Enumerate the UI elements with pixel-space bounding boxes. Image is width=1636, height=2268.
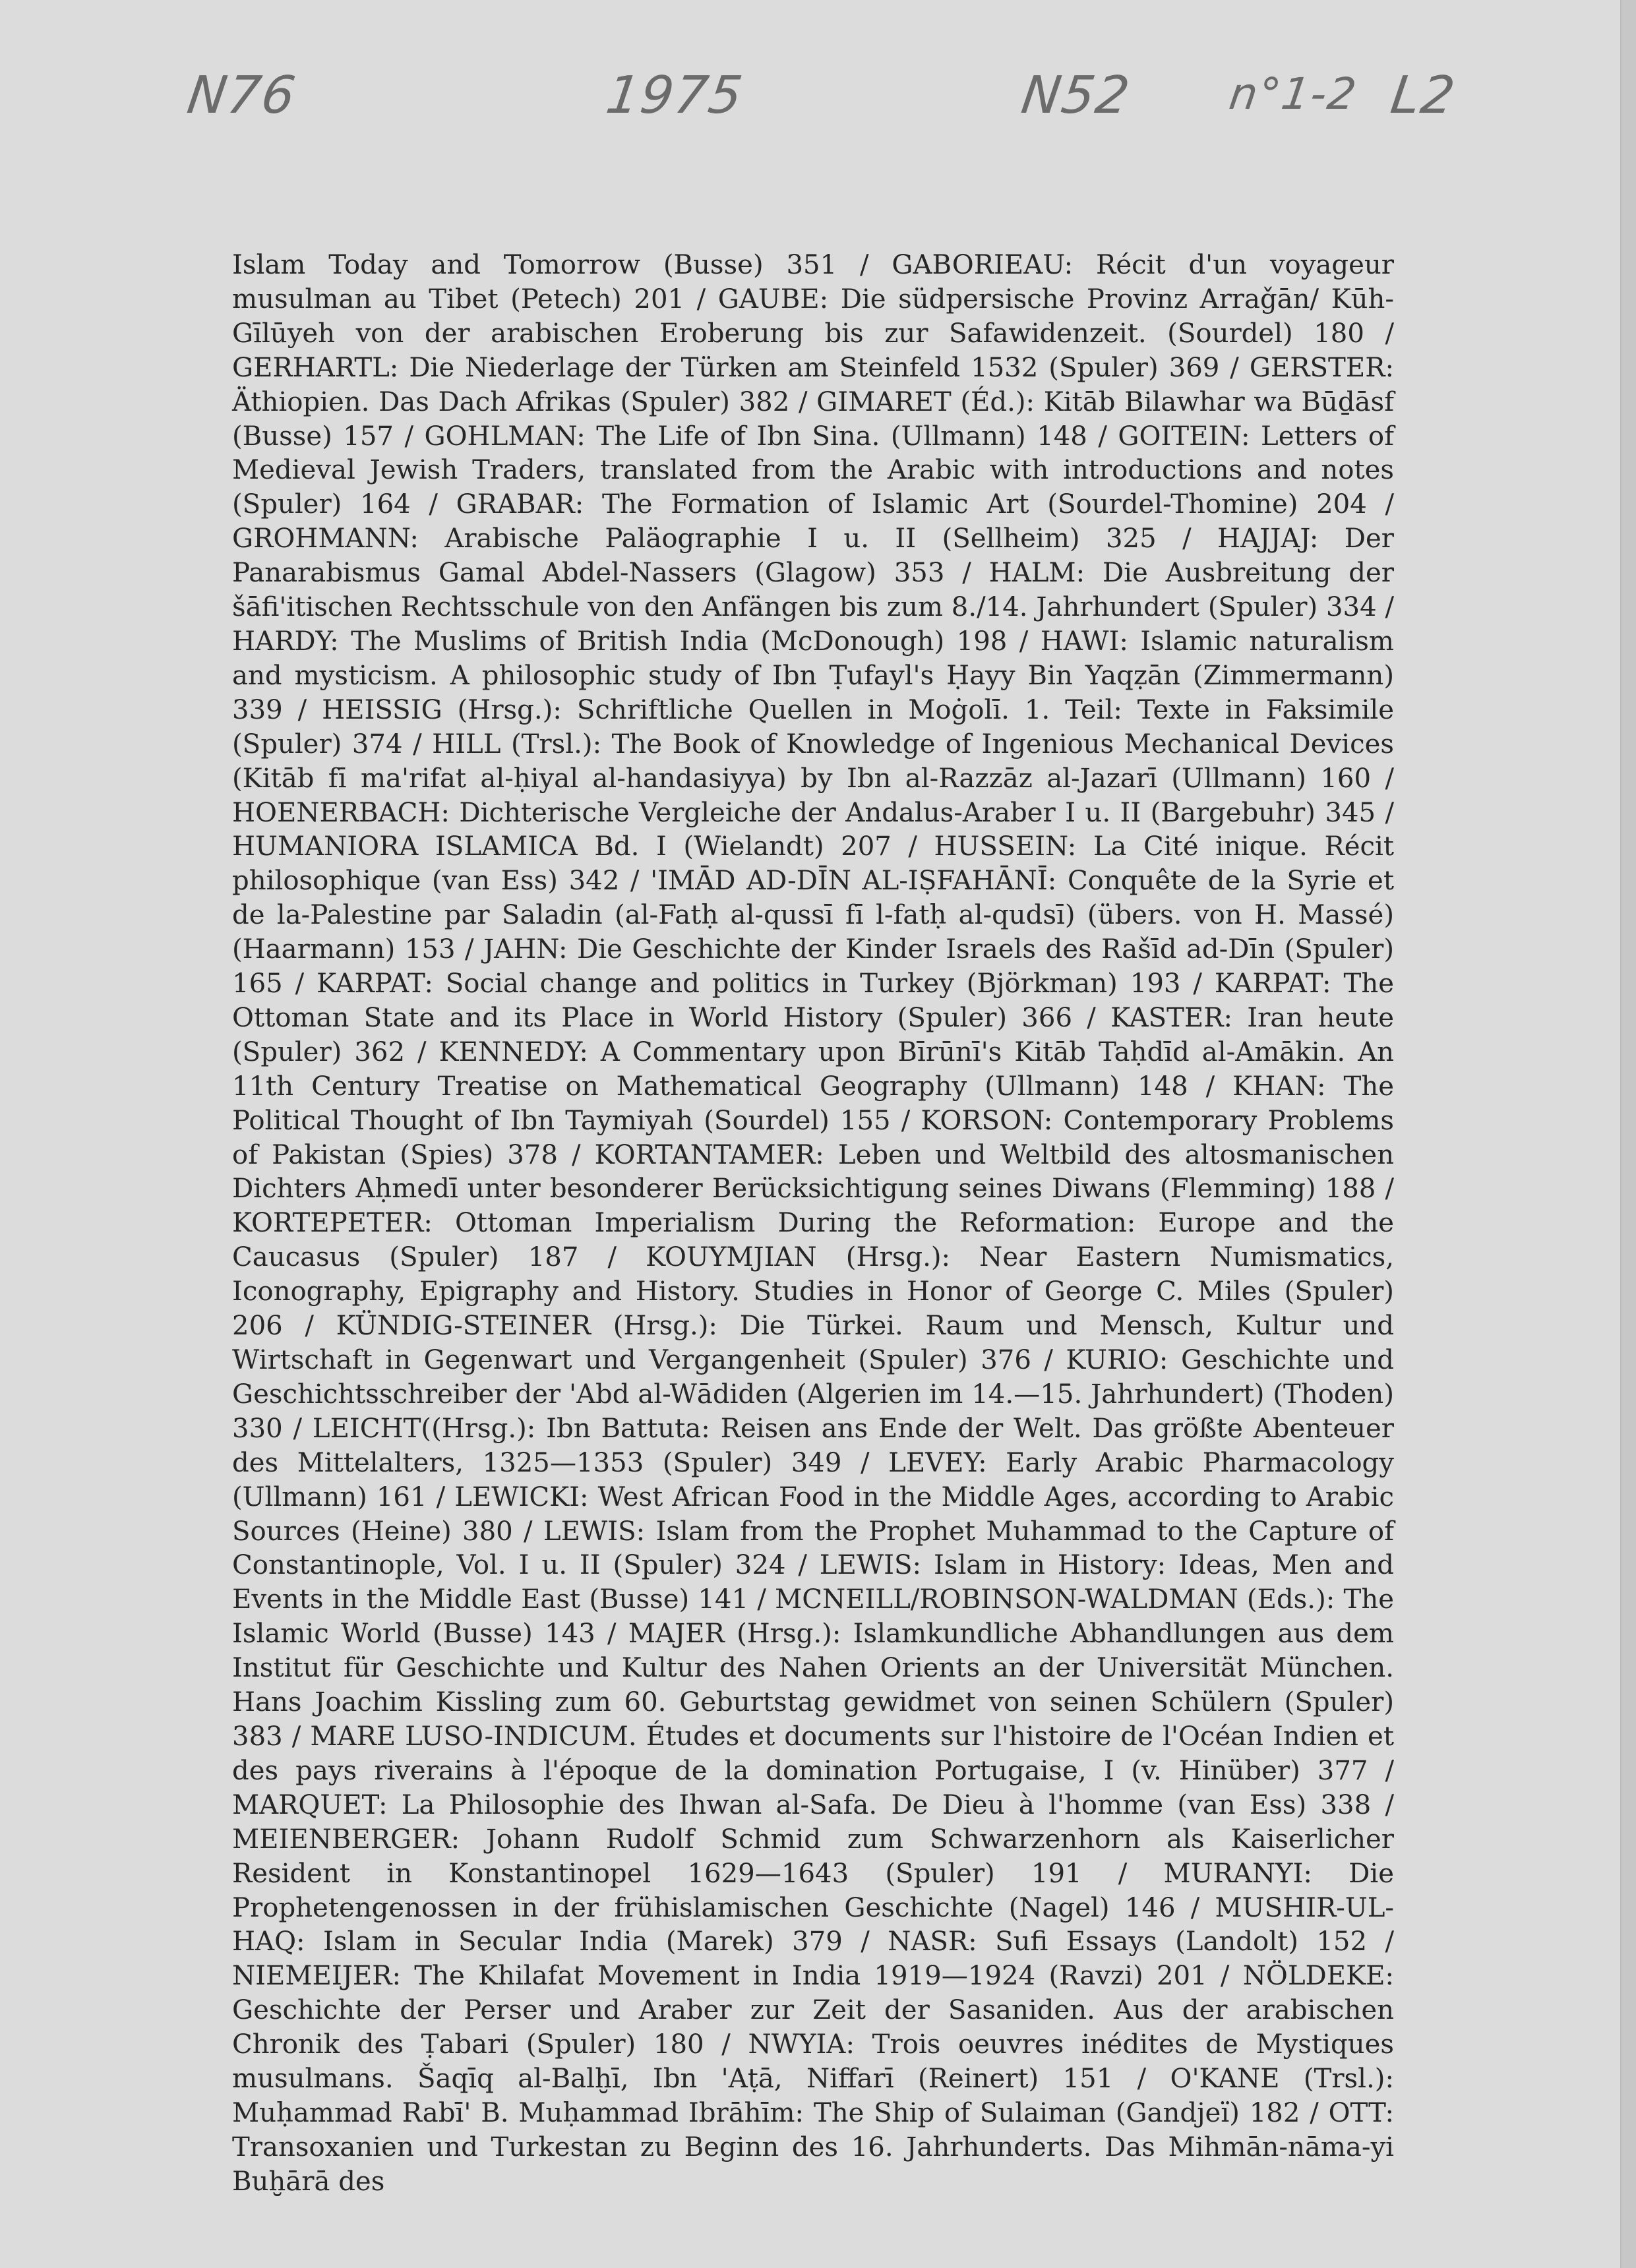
page-edge xyxy=(1620,0,1636,2268)
handwritten-notes xyxy=(0,66,1636,138)
handwritten-location: L2 xyxy=(1387,66,1460,125)
handwritten-year: 1975 xyxy=(602,66,747,125)
index-paragraph: Islam Today and Tomorrow (Busse) 351 / GABORIEAU: Récit d'un voyageur musulman au Tibet (Petech) 201 / GAUBE: Die südpersische Provinz Arraǧān/ Kūh-Gīlūyeh von der arabischen Eroberung bis zur Safawidenzeit. (Sourdel) 180 / GERHARTL: Die Niederlage der Türken am Steinfeld 1532 (Spuler) 369 / GERSTER: Äthiopien. Das Dach Afrikas (Spuler) 382 / GIMARET (Éd.): Kitāb Bilawhar wa Būḏāsf (Busse) 157 / GOHLMAN: The Life of Ibn Sina. (Ullmann) 148 / GOITEIN: Letters of Medieval Jewish Traders, translated from the Arabic with introductions and notes (Spuler) 164 / GRABAR: The Formation of Islamic Art (Sourdel-Thomine) 204 / GROHMANN: Arabische Paläographie I u. II (Sellheim) 325 / HAJJAJ: Der Panarabismus Gamal Abdel-Nassers (Glagow) 353 / HALM: Die Ausbreitung der šāfi'itischen Rechtsschule von den Anfängen bis zum 8./14. Jahrhundert (Spuler) 334 / HARDY: The Muslims of British India (McDonough) 198 / HAWI: Islamic naturalism and mysticism. A philosophic study of Ibn Ṭufayl's Ḥayy Bin Yaqẓān (Zimmermann) 339 / HEISSIG (Hrsg.): Schriftliche Quellen in Moġolī. 1. Teil: Texte in Faksimile (Spuler) 374 / HILL (Trsl.): The Book of Knowledge of Ingenious Mechanical Devices (Kitāb fī ma'rifat al-ḥiyal al-handasiyya) by Ibn al-Razzāz al-Jazarī (Ullmann) 160 / HOENERBACH: Dichterische Vergleiche der Andalus-Araber I u. II (Bargebuhr) 345 / HUMANIORA ISLAMICA Bd. I (Wielandt) 207 / HUSSEIN: La Cité inique. Récit philosophique (van Ess) 342 / 'IMĀD AD-DĪN AL-IṢFAHĀNĪ: Conquête de la Syrie et de la-Palestine par Saladin (al-Fatḥ al-qussī fī l-fatḥ al-qudsī) (übers. von H. Massé) (Haarmann) 153 / JAHN: Die Geschichte der Kinder Israels des Rašīd ad-Dīn (Spuler) 165 / KARPAT: Social change and politics in Turkey (Björkman) 193 / KARPAT: The Ottoman State and its Place in World History (Spuler) 366 / KASTER: Iran heute (Spuler) 362 / KENNEDY: A Commentary upon Bīrūnī's Kitāb Taḥdīd al-Amākin. An 11th Century Treatise on Mathematical Geography (Ullmann) 148 / KHAN: The Political Thought of Ibn Taymiyah (Sourdel) 155 / KORSON: Contemporary Problems of Pakistan (Spies) 378 / KORTANTAMER: Leben und Weltbild des altosmanischen Dichters Aḥmedī unter besonderer Berücksichtigung seines Diwans (Flemming) 188 / KORTEPETER: Ottoman Imperialism During the Reformation: Europe and the Caucasus (Spuler) 187 / KOUYMJIAN (Hrsg.): Near Eastern Numismatics, Iconography, Epigraphy and History. Studies in Honor of George C. Miles (Spuler) 206 / KÜNDIG-STEINER (Hrsg.): Die Türkei. Raum und Mensch, Kultur und Wirtschaft in Gegenwart und Vergangenheit (Spuler) 376 / KURIO: Geschichte und Geschichtsschreiber der 'Abd al-Wādiden (Algerien im 14.—15. Jahrhundert) (Thoden) 330 / LEICHT((Hrsg.): Ibn Battuta: Reisen ans Ende der Welt. Das größte Abenteuer des Mittelalters, 1325—1353 (Spuler) 349 / LEVEY: Early Arabic Pharmacology (Ullmann) 161 / LEWICKI: West African Food in the Middle Ages, according to Arabic Sources (Heine) 380 / LEWIS: Islam from the Prophet Muhammad to the Capture of Constantinople, Vol. I u. II (Spuler) 324 / LEWIS: Islam in History: Ideas, Men and Events in the Middle East (Busse) 141 / MCNEILL/ROBINSON-WALDMAN (Eds.): The Islamic World (Busse) 143 / MAJER (Hrsg.): Islamkundliche Abhandlungen aus dem Institut für Geschichte und Kultur des Nahen Orients an der Universität München. Hans Joachim Kissling zum 60. Geburtstag gewidmet von seinen Schülern (Spuler) 383 / MARE LUSO-INDICUM. Études et documents sur l'histoire de l'Océan Indien et des pays riverains à l'époque de la domination Portugaise, I (v. Hinüber) 377 / MARQUET: La Philosophie des Ihwan al-Safa. De Dieu à l'homme (van Ess) 338 / MEIENBERGER: Johann Rudolf Schmid zum Schwarzenhorn als Kaiserlicher Resident in Konstantinopel 1629—1643 (Spuler) 191 / MURANYI: Die Prophetengenossen in der frühislamischen Geschichte (Nagel) 146 / MUSHIR-UL-HAQ: Islam in Secular India (Marek) 379 / NASR: Sufi Essays (Landolt) 152 / NIEMEIJER: The Khilafat Movement in India 1919—1924 (Ravzi) 201 / NÖLDEKE: Geschichte der Perser und Araber zur Zeit der Sasaniden. Aus der arabischen Chronik des Ṭabari (Spuler) 180 / NWYIA: Trois oeuvres inédites de Mystiques musulmans. Šaqīq al-Balḫī, Ibn 'Aṭā, Niffarī (Reinert) 151 / O'KANE (Trsl.): Muḥammad Rabī' B. Muḥammad Ibrāhīm: The Ship of Sulaiman (Gandjeï) 182 / OTT: Transoxanien und Turkestan zu Beginn des 16. Jahrhunderts. Das Mihmān-nāma-yi Buḫārā des xyxy=(232,250,1394,2197)
handwritten-number: N52 xyxy=(1017,66,1134,125)
book-review-index xyxy=(232,249,1394,2199)
handwritten-issue: n°1-2 xyxy=(1226,69,1361,119)
handwritten-volume-ref: N76 xyxy=(183,66,300,125)
